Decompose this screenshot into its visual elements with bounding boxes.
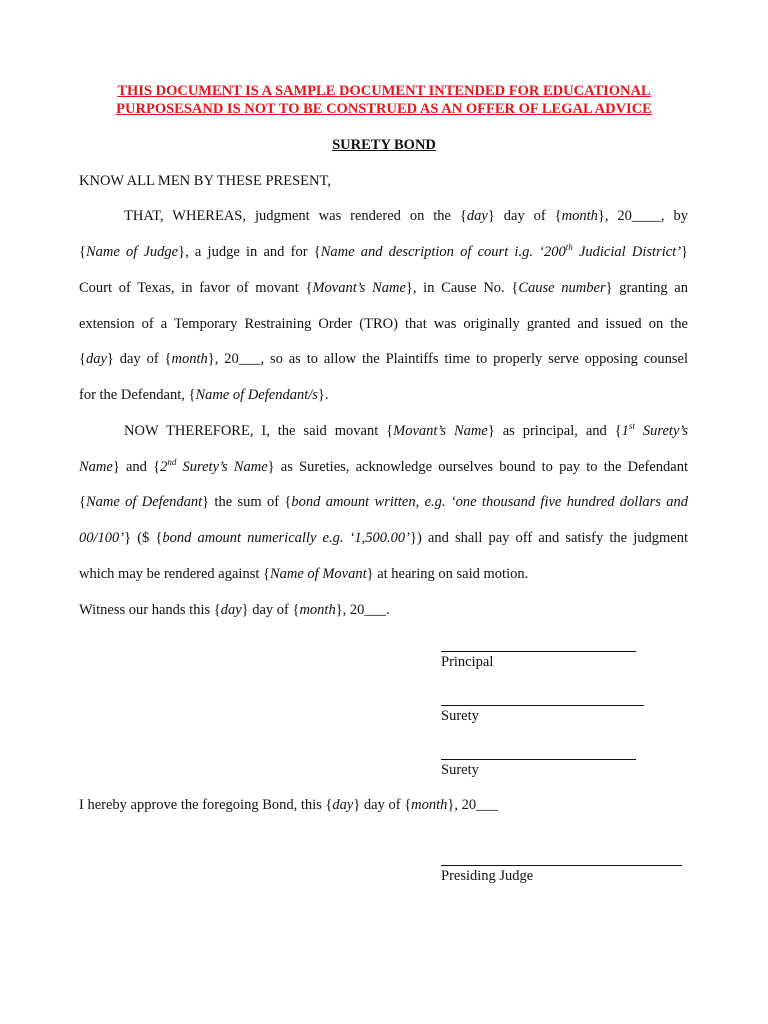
surety2-label: Surety — [441, 762, 479, 778]
paragraph2-line1: NOW THEREFORE, I, the said movant {Movant’s Name} as principal, and {1st Surety’s — [124, 421, 688, 439]
paragraph1-line1: THAT, WHEREAS, judgment was rendered on the {day} day of {month}, 20____, by — [124, 208, 689, 224]
paragraph1-line5: {day} day of {month}, 20___, so as to allow the Plaintiffs time to properly serve opposing counsel — [79, 351, 688, 367]
opening-line: KNOW ALL MEN BY THESE PRESENT, — [79, 173, 331, 189]
presiding-judge-label: Presiding Judge — [441, 868, 534, 884]
paragraph2-line2: Name} and {2nd Surety’s Name} as Sureties, acknowledge ourselves bound to pay to the Defendant — [79, 457, 688, 475]
paragraph1-line3: Court of Texas, in favor of movant {Movant’s Name}, in Cause No. {Cause number} granting an — [79, 280, 688, 296]
surety1-signature-line — [441, 705, 644, 706]
paragraph2-line5: which may be rendered against {Name of Movant} at hearing on said motion. — [79, 566, 529, 582]
document-title: SURETY BOND — [332, 137, 436, 153]
paragraph2-line4: 00/100’} ($ {bond amount numerically e.g. ‘1,500.00’}) and shall pay off and satisfy the judgment — [79, 530, 688, 546]
paragraph1-line2: {Name of Judge}, a judge in and for {Name and description of court i.g. ‘200th Judicial District’} — [79, 242, 688, 260]
principal-signature-line — [441, 651, 636, 652]
paragraph2-line3: {Name of Defendant} the sum of {bond amount written, e.g. ‘one thousand five hundred dollars and — [79, 494, 688, 510]
surety2-signature-line — [441, 759, 636, 760]
paragraph1-line6: for the Defendant, {Name of Defendant/s}. — [79, 387, 329, 403]
principal-label: Principal — [441, 654, 494, 670]
disclaimer-line-2: PURPOSESAND IS NOT TO BE CONSTRUED AS AN OFFER OF LEGAL ADVICE — [116, 101, 652, 117]
paragraph1-line4: extension of a Temporary Restraining Order (TRO) that was originally granted and issued on the — [79, 316, 688, 332]
judge-signature-line — [441, 865, 682, 866]
witness-line: Witness our hands this {day} day of {month}, 20___. — [79, 602, 390, 618]
surety1-label: Surety — [441, 708, 479, 724]
disclaimer-line-1: THIS DOCUMENT IS A SAMPLE DOCUMENT INTENDED FOR EDUCATIONAL — [117, 83, 651, 99]
approval-line: I hereby approve the foregoing Bond, this {day} day of {month}, 20___ — [79, 797, 498, 813]
